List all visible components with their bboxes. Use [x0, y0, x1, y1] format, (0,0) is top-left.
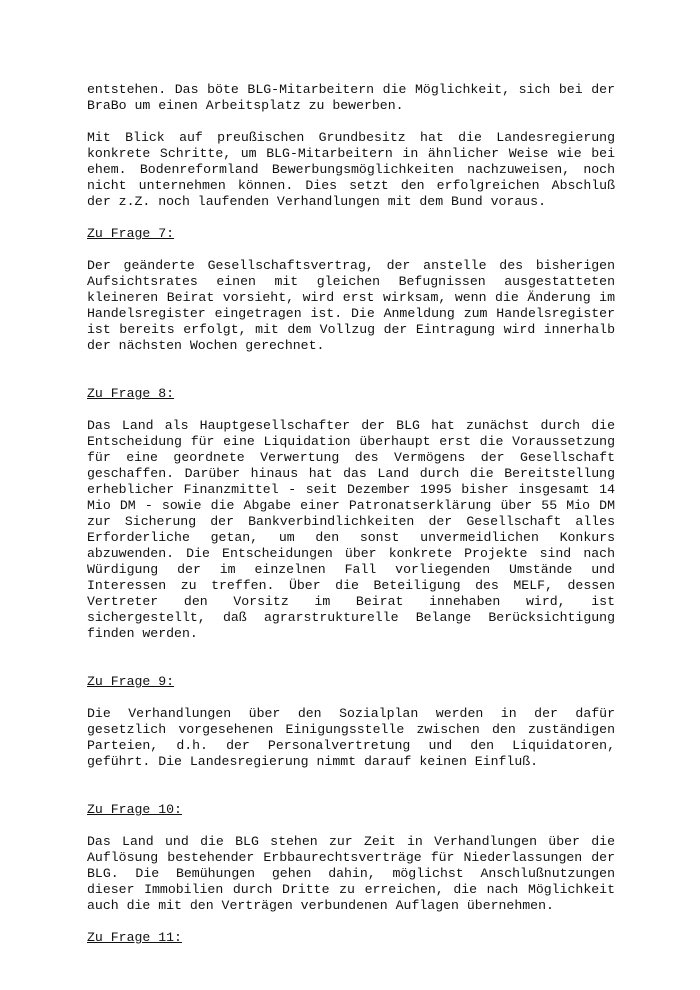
heading-question-9: Zu Frage 9:: [87, 674, 175, 689]
heading-question-7: Zu Frage 7:: [87, 226, 175, 241]
paragraph-answer-10: Das Land und die BLG stehen zur Zeit in Verhandlungen über die Auflösung bestehender Erbbaurechtsverträge für Niederlassungen der BLG. Die Bemühungen gehen dahin, möglichst Anschlußnutzungen dieser Immobilien durch Dritte zu erreichen, die nach Möglichkeit auch die mit den Verträgen verbundenen Auflagen übernehmen.: [87, 834, 615, 913]
heading-question-8: Zu Frage 8:: [87, 386, 175, 401]
paragraph-answer-8: Das Land als Hauptgesellschafter der BLG hat zunächst durch die Entscheidung für eine Liquidation überhaupt erst die Voraussetzung für eine geordnete Verwertung des Vermögens der Gesellschaft geschaffen. Darüber hinaus hat das Land durch die Bereitstellung erheblicher Finanzmittel - seit Dezember 1995 bisher insgesamt 14 Mio DM - sowie die Abgabe einer Patronatserklärung über 55 Mio DM zur Sicherung der Bankverbindlichkeiten der Gesellschaft alles Erforderliche getan, um den sonst unvermeidlichen Konkurs abzuwenden. Die Entscheidungen über konkrete Projekte sind nach Würdigung der im einzelnen Fall vorliegenden Umstände und Interessen zu treffen. Über die Beteiligung des MELF, dessen Vertreter den Vorsitz im Beirat innehaben wird, ist sichergestellt, daß agrarstrukturelle Belange Berücksichtigung finden werden.: [87, 418, 615, 641]
heading-question-10: Zu Frage 10:: [87, 802, 182, 817]
paragraph-intro-continuation: entstehen. Das böte BLG-Mitarbeitern die Möglichkeit, sich bei der BraBo um einen Arbeitsplatz zu bewerben.: [87, 82, 615, 113]
paragraph-answer-9: Die Verhandlungen über den Sozialplan werden in der dafür gesetzlich vorgesehenen Einigungsstelle zwischen den zuständigen Parteien, d.h. der Personalvertretung und den Liquidatoren, geführt. Die Landesregierung nimmt darauf keinen Einfluß.: [87, 706, 615, 769]
heading-question-11: Zu Frage 11:: [87, 930, 182, 945]
paragraph-answer-7: Der geänderte Gesellschaftsvertrag, der anstelle des bisherigen Aufsichtsrates einen mit gleichen Befugnissen ausgestatteten kleineren Beirat vorsieht, wird erst wirksam, wenn die Änderung im Handelsregister eingetragen ist. Die Anmeldung zum Handelsregister ist bereits erfolgt, mit dem Vollzug der Eintragung wird innerhalb der nächsten Wochen gerechnet.: [87, 258, 615, 353]
document-page: [87, 82, 615, 946]
paragraph-prussian-land: Mit Blick auf preußischen Grundbesitz hat die Landesregierung konkrete Schritte, um BLG-Mitarbeitern in ähnlicher Weise wie bei ehem. Bodenreformland Bewerbungsmöglichkeiten nachzuweisen, noch nicht unternehmen können. Dies setzt den erfolgreichen Abschluß der z.Z. noch laufenden Verhandlungen mit dem Bund voraus.: [87, 130, 615, 209]
